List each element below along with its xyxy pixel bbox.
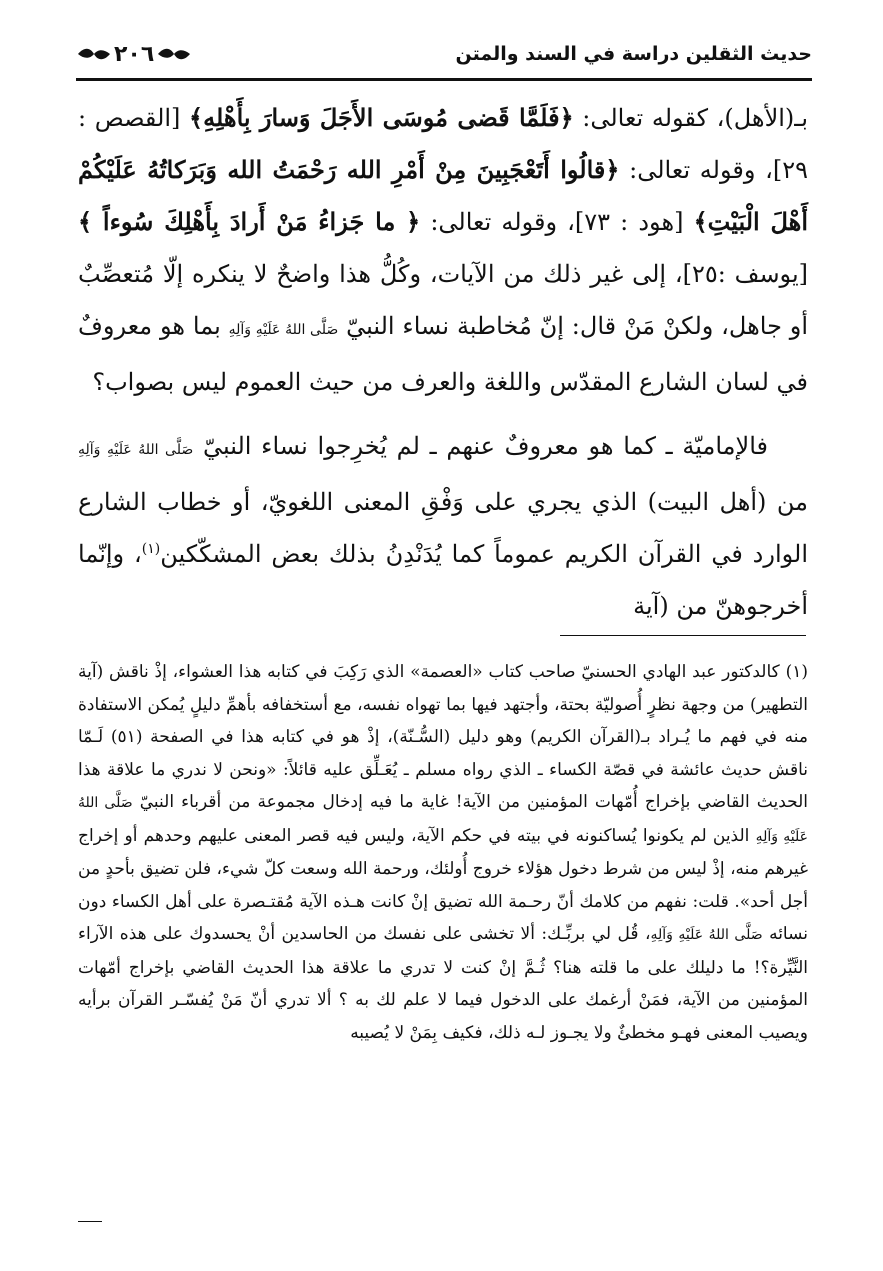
paragraph (78, 92, 808, 408)
text-run: الذين لم يكونوا يُساكنونه في بيته في حكم الآية، وليس فيه قصر المعنى عليهم وحدهم أو إخراج غيرهم منه، إذْ ليس من شرط دخول هؤلاء خروج أُولئك، ورحمة الله وسعت كلّ شيء، فلن تضيق بأحدٍ من أجل أحد». قلت: نفهم من كلامك أنّ رحـمة الله تضيق إنْ كانت هـذه الآية مُقتـصرة على أهل الكساء دون نسائه (78, 825, 808, 944)
page-number: ٢٠٦ (114, 41, 155, 67)
page-header (76, 28, 812, 80)
text-run: (١) كالدكتور عبد الهادي الحسنيّ صاحب كتاب «العصمة» الذي رَكِبَ في كتابه هذا العشواء، إذْ ناقش (آية التطهير) من وجهة نظرٍ أُصوليّة بحتة، وأجتهد فيها بما تهواه نفسه، مع أستخفافه بأهمِّ دليلٍ يُمكن الاستفادة منه في فهم ما يُـراد بـ(القرآن الكريم) وهو دليل (السُّـنّة)، إذْ هو في كتابه هذا في الصفحة (٥١) لَـمّا ناقش حديث عائشة في قصّة الكساء ـ الذي رواه مسلم ـ يُعَـلِّق عليه قائلاً: «ونحن لا ندري ما علاقة هذا الحديث القاضي بإخراج أُمّهات المؤمنين من الآية! غاية ما فيه إدخال مجموعة من أقرباء النبيّ (78, 662, 809, 812)
footnote (78, 656, 808, 1049)
text-run: [هود : ٧٣]، وقوله تعالى: (420, 208, 694, 236)
text-run: بما هو معروفٌ في لسان الشارع المقدّس واللغة والعرف من حيث العموم ليس بصواب؟ (78, 312, 808, 396)
salawat-glyph: صَلَّى اللهُ عَلَيْهِ وَآلِهِ (650, 927, 763, 943)
page-number-block (76, 42, 192, 67)
text-run: [القصص : ٢٩]، وقوله تعالى: (78, 104, 809, 184)
salawat-glyph: صَلَّى اللهُ عَلَيْهِ وَآلِهِ (228, 322, 339, 338)
salawat-glyph: صَلَّى اللهُ عَلَيْهِ وَآلِهِ (78, 442, 194, 458)
text-run: ، قُل لي بربِّـك: ألا تخشى على نفسك من الحاسدين أنْ يحسدوك على هذه الآراء النَّيِّرة؟! ما دليلك على ما قلته هنا؟ ثُـمَّ إنْ كنت لا تدري ما علاقة هذا الحديث القاضي بإخراج أمّهات المؤمنين من الآية، فمَنْ أرغمك على الدخول فيما لا علم لك به ؟ ألا تدري أنّ مَنْ يُفسّـر القرآن برأيه ويصيب المعنى فهـو مخطئٌ ولا يجـوز لـه ذلك، فكيف بِمَنْ لا يُصيبه (78, 924, 808, 1043)
quran-verse: ﴿فَلَمَّا قَضى مُوسَى الأَجَلَ وَسارَ بِأَهْلِهِ﴾ (189, 103, 574, 132)
text-run: ، وإنّما أخرجوهنّ من (آية (78, 540, 808, 620)
footnote-reference[interactable]: (١) (141, 541, 161, 557)
running-title: حديث الثقلين دراسة في السند والمتن (455, 43, 812, 65)
footnote-text (78, 656, 808, 1049)
text-run: [يوسف :٢٥]، إلى غير ذلك من الآيات، وكُلُّ هذا واضحٌ لا ينكره إلّا مُتعصِّبٌ أو جاهل، ولكنْ مَنْ قال: إنّ مُخاطبة نساء النبيّ (78, 260, 809, 340)
paragraph (78, 420, 808, 632)
quran-verse: ﴿قالُوا أَتَعْجَبِينَ مِنْ أَمْرِ الله رَحْمَتُ الله وَبَرَكاتُهُ عَلَيْكُمْ أَهْلَ الْبَيْتِ﴾ (78, 155, 809, 236)
quran-verse: ﴿ ما جَزاءُ مَنْ أَرادَ بِأَهْلِكَ سُوءاً ﴾ (78, 207, 421, 236)
salawat-glyph: صَلَّى اللهُ عَلَيْهِ وَآلِهِ (78, 795, 808, 845)
text-run: من (أهل البيت) الذي يجري على وَفْقِ المعنى اللغويّ، أو خطاب الشارع الوارد في القرآن الكريم عموماً كما يُدَنْدِنُ بذلك بعض المشكّكين (78, 488, 809, 568)
header-rule (76, 78, 812, 81)
main-text (78, 92, 808, 632)
footnote-separator (560, 635, 806, 636)
right-ornament-icon (156, 46, 192, 62)
text-run: بـ(الأهل)، كقوله تعالى: (573, 104, 809, 132)
footnote-continuation-rule (78, 1221, 102, 1222)
text-run: فالإماميّة ـ كما هو معروفٌ عنهم ـ لم يُخرِجوا نساء النبيّ (193, 432, 768, 460)
left-ornament-icon (76, 46, 112, 62)
